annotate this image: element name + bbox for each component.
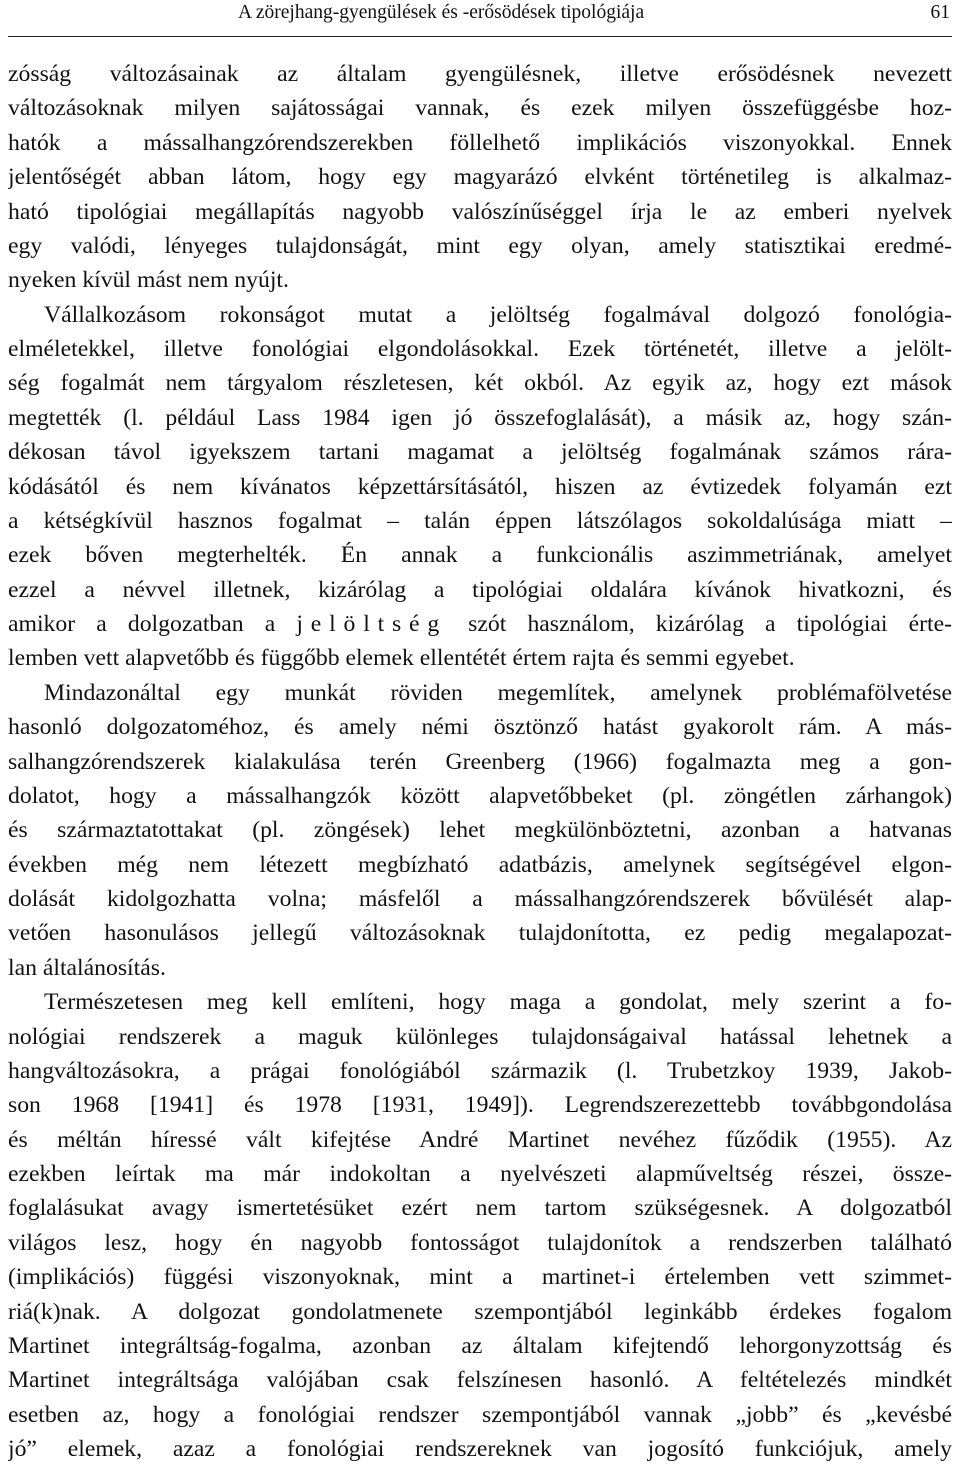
text-line: ezek bőven megterhelték. Én annak a funkcionális aszimmetriának, amelyet: [8, 542, 952, 569]
text-line: lan általánosítás.: [8, 954, 166, 981]
text-line: dolatot, hogy a mássalhangzók között alapvetőbbeket (pl. zöngétlen zárhangok): [8, 782, 952, 809]
running-title: A zörejhang-gyengülések és -erősödések tipológiája: [238, 2, 645, 23]
text-line: ezekben leírtak ma már indokoltan a nyelvészeti alapműveltség részei, össze-: [8, 1161, 952, 1187]
text-line: kódásától és nem kívánatos képzettársításától, hiszen az évtizedek folyamán ezt: [8, 473, 952, 500]
text-line: világos lesz, hogy én nagyobb fontosságot tulajdonítok a rendszerben található: [8, 1229, 952, 1256]
text-line: elméletekkel, illetve fonológiai elgondolásokkal. Ezek történetét, illetve a jelölt-: [8, 336, 952, 362]
text-line: riá(k)nak. A dolgozat gondolatmenete szempontjából leginkább érdekes fogalom: [8, 1298, 952, 1325]
text-line: hatók a mássalhangzórendszerekben föllelhető implikációs viszonyokkal. Ennek: [8, 129, 952, 156]
text-line: nyeken kívül mást nem nyújt.: [8, 267, 289, 294]
text-line: hangváltozásokra, a prágai fonológiából származik (l. Trubetzkoy 1939, Jakob-: [8, 1057, 952, 1084]
text-line: lemben vett alapvetőbb és függőbb elemek ellentétét értem rajta és semmi egyebet.: [8, 645, 795, 672]
running-header: [8, 0, 952, 37]
text-line: jó” elemek, azaz a fonológiai rendszereknek van jogosító funkciójuk, amely: [8, 1436, 952, 1462]
body-text: [8, 57, 952, 1466]
text-line: [8, 607, 952, 641]
text-line: jelentőségét abban látom, hogy egy magyarázó elvként történetileg is alkalmaz-: [8, 164, 952, 191]
text-line: ható tipológiai megállapítás nagyobb valószínűséggel írja le az emberi nyelvek: [8, 198, 952, 225]
text-line: változásoknak milyen sajátosságai vannak, és ezek milyen összefüggésbe hoz-: [8, 95, 952, 122]
page-number: 61: [930, 2, 950, 23]
text-line: Természetesen meg kell említeni, hogy maga a gondolat, mely szerint a fo-: [44, 989, 952, 1016]
text-line: salhangzórendszerek kialakulása terén Greenberg (1966) fogalmazta meg a gon-: [8, 748, 952, 775]
text-line: ség fogalmát nem tárgyalom részletesen, két okból. Az egyik az, hogy ezt mások: [8, 370, 952, 397]
text-line: ezzel a névvel illetnek, kizárólag a tipológiai oldalára kívánok hivatkozni, és: [8, 576, 952, 603]
emphasized-term: jelöltség: [296, 611, 448, 637]
text-line: a kétségkívül hasznos fogalmat – talán éppen látszólagos sokoldalúsága miatt –: [8, 507, 952, 534]
text-line: son 1968 [1941] és 1978 [1931, 1949]). Legrendszerezettebb továbbgondolása: [8, 1092, 952, 1119]
text-line: nológiai rendszerek a maguk különleges tulajdonságaival hatással lehetnek a: [8, 1023, 952, 1050]
text-line: Martinet integráltság-fogalma, azonban az általam kifejtendő lehorgonyzottság és: [8, 1332, 952, 1359]
text-line: (implikációs) függési viszonyoknak, mint a martinet-i értelemben vett szimmet-: [8, 1264, 952, 1291]
text-line: foglalásukat avagy ismertetésüket ezért nem tartom szükségesnek. A dolgozatból: [8, 1195, 952, 1222]
text-line: dékosan távol igyekszem tartani magamat a jelöltség fogalmának számos rára-: [8, 439, 952, 466]
text-line: és származtatottakat (pl. zöngések) lehet megkülönböztetni, azonban a hatvanas: [8, 817, 952, 844]
text-line: Mindazonáltal egy munkát röviden megemlítek, amelynek problémafölvetése: [44, 679, 952, 706]
text-line: zósság változásainak az általam gyengülésnek, illetve erősödésnek nevezett: [8, 61, 952, 87]
text-segment: amikor a dolgozatban a: [8, 611, 297, 637]
text-line: Martinet integráltsága valójában csak felszínesen hasonló. A feltételezés mindkét: [8, 1367, 952, 1394]
text-line: és méltán híressé vált kifejtése André Martinet nevéhez fűződik (1955). Az: [8, 1126, 952, 1153]
text-line: hasonló dolgozatoméhoz, és amely némi ösztönző hatást gyakorolt rám. A más-: [8, 714, 952, 741]
text-line: megtették (l. például Lass 1984 igen jó összefoglalását), a másik az, hogy szán-: [8, 404, 952, 431]
text-line: dolását kidolgozhatta volna; másfelől a mássalhangzórendszerek bővülését alap-: [8, 886, 952, 912]
text-line: esetben az, hogy a fonológiai rendszer szempontjából vannak „jobb” és „kevésbé: [8, 1401, 952, 1428]
text-line: egy valódi, lényeges tulajdonságát, mint egy olyan, amely statisztikai eredmé-: [8, 232, 952, 259]
text-segment: szót használom, kizárólag a tipológiai érte-: [447, 611, 952, 637]
text-line: vetően hasonulásos jellegű változásoknak tulajdonította, ez pedig megalapozat-: [8, 920, 952, 947]
text-line: években még nem létezett megbízható adatbázis, amelynek segítségével elgon-: [8, 851, 952, 878]
text-line: Vállalkozásom rokonságot mutat a jelöltség fogalmával dolgozó fonológia-: [44, 301, 952, 328]
